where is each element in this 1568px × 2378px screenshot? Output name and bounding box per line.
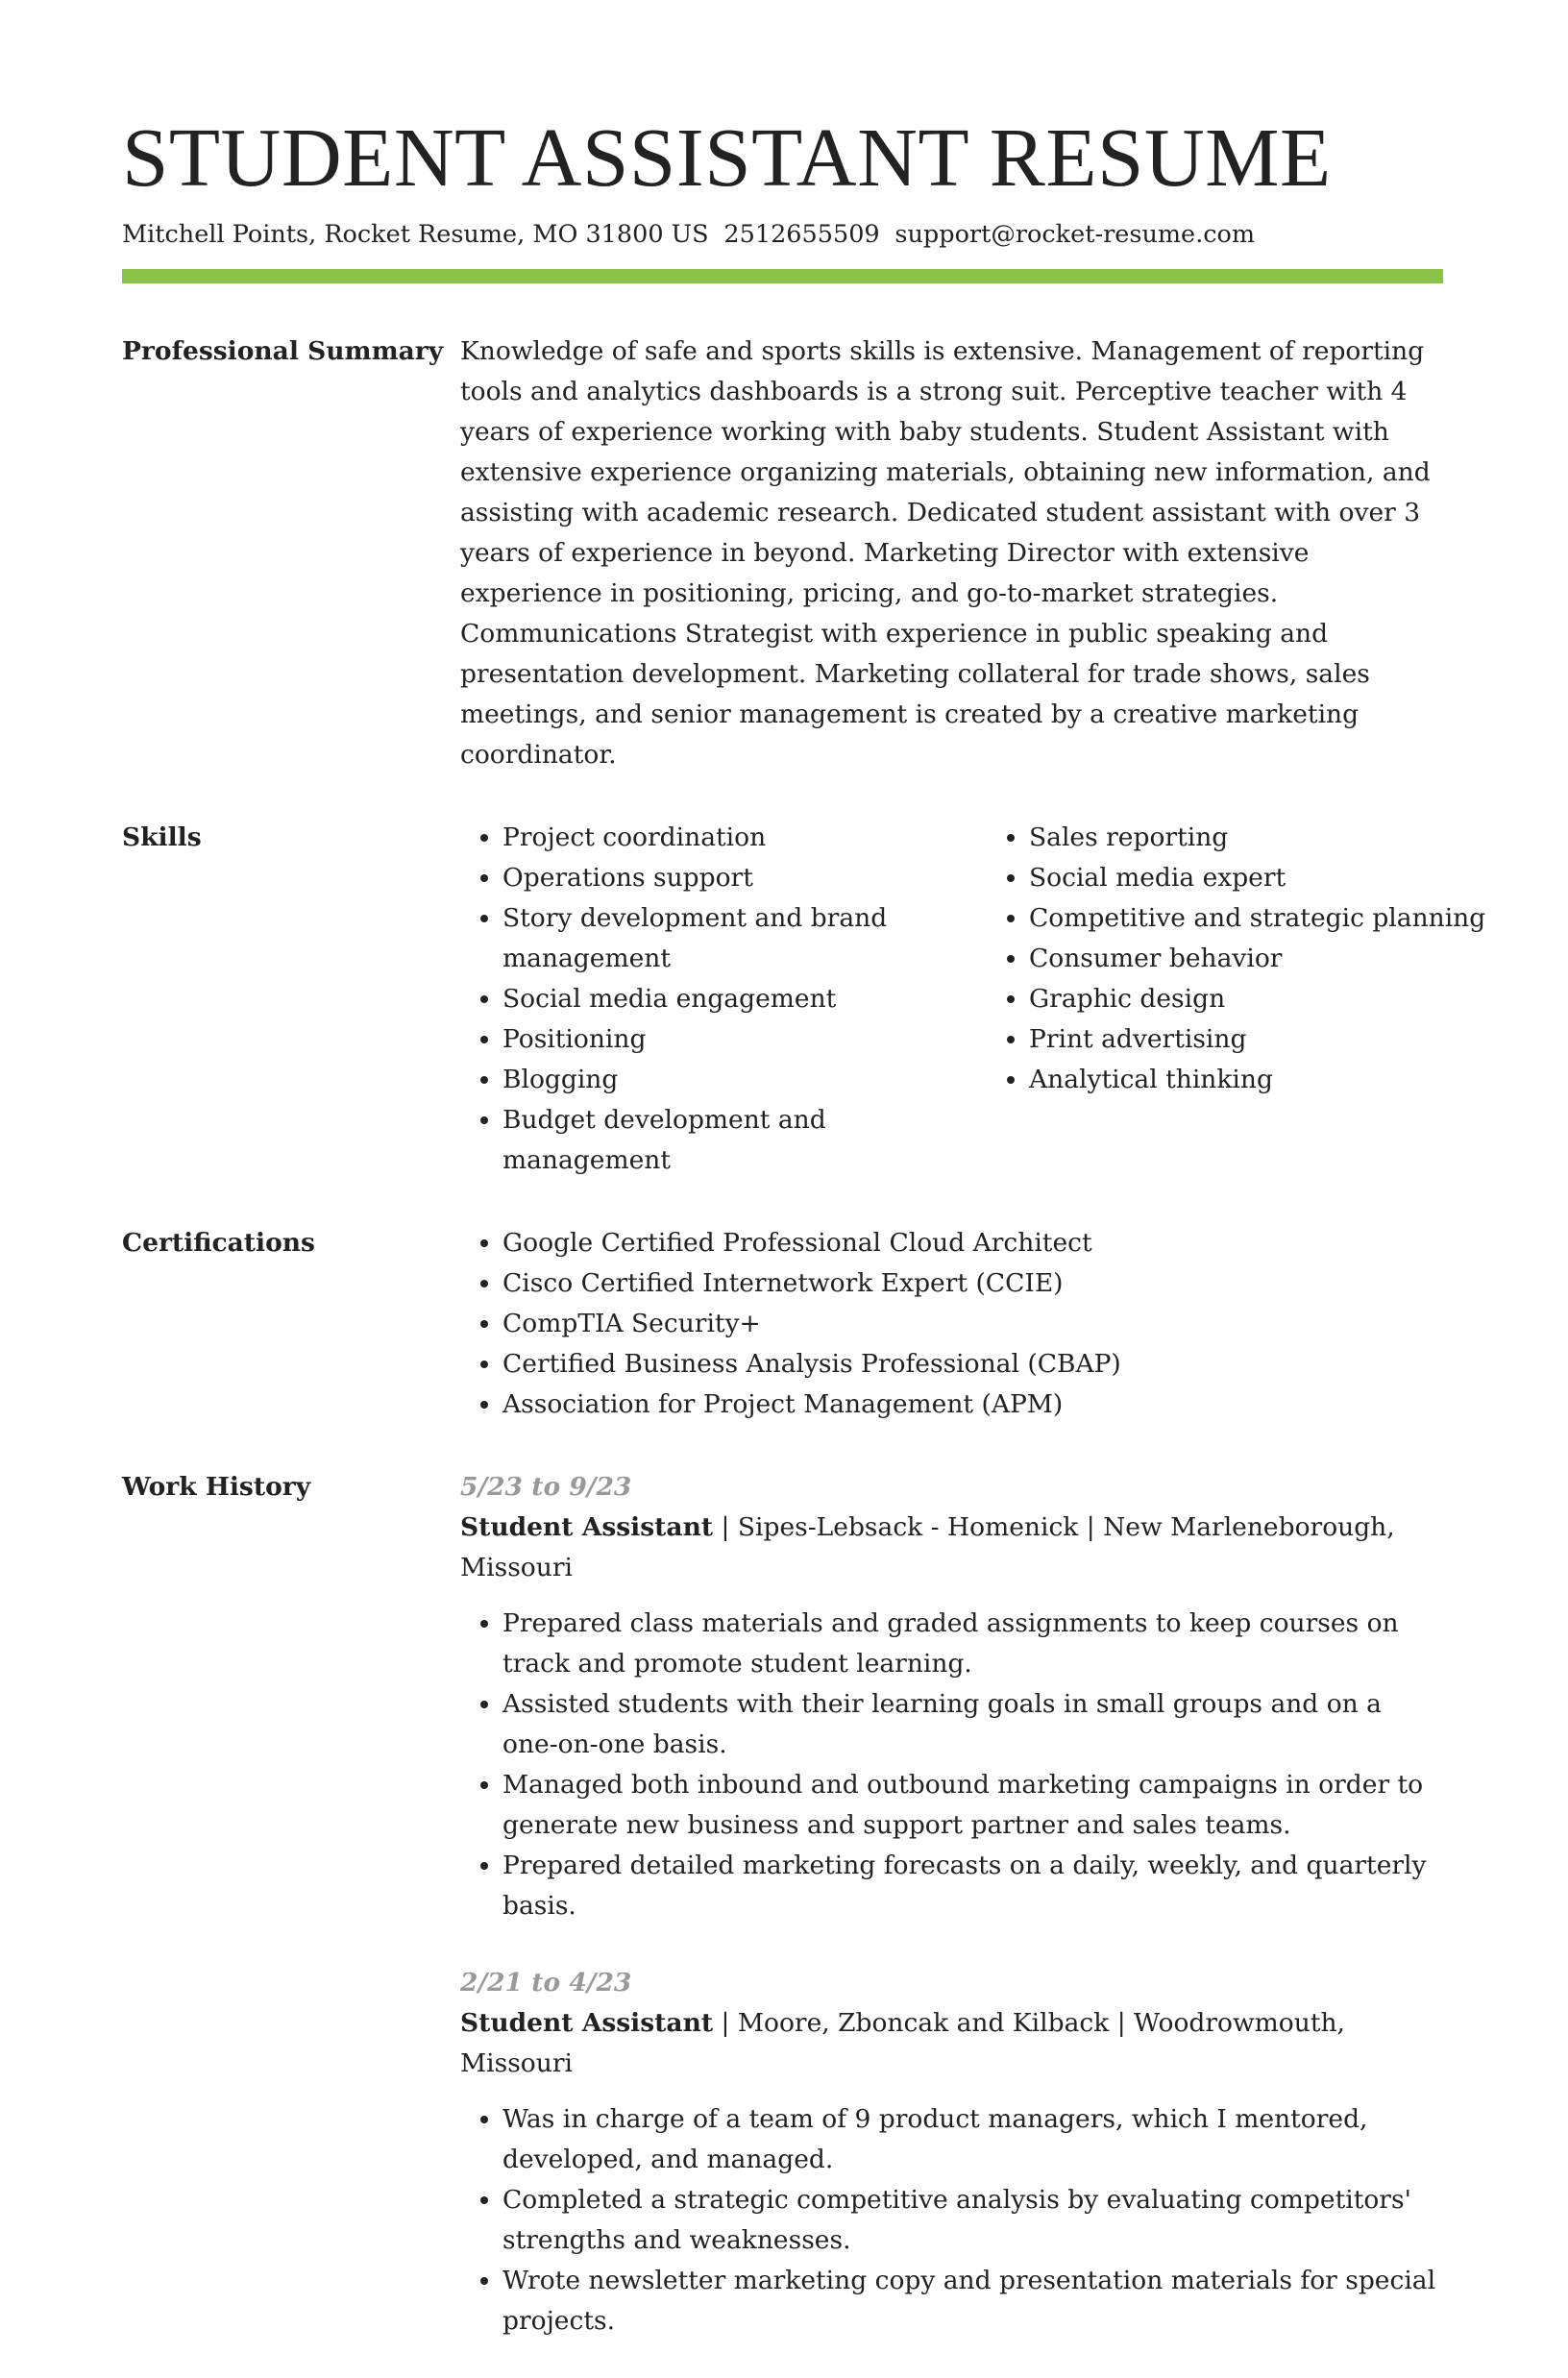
contact-phone: 2512655509 bbox=[723, 220, 880, 250]
resume-page bbox=[122, 110, 1486, 2378]
job-bullet: • Prepared detailed marketing forecasts on a daily, weekly, and quarterly basis. bbox=[502, 1846, 1443, 1926]
job-bullet: • Managed both inbound and outbound marketing campaigns in order to generate new business and support partner and sales teams. bbox=[502, 1765, 1443, 1846]
job-employer-location: | Sipes-Lebsack - Homenick | New Marleneborough, Missouri bbox=[460, 1511, 1395, 1582]
job-bullet: • Completed a strategic competitive analysis by evaluating competitors' strengths and weaknesses. bbox=[502, 2180, 1443, 2261]
job-dates: 2/21 to 4/23 bbox=[460, 1967, 632, 1998]
skill-item: • Print advertising bbox=[1029, 1019, 1509, 1060]
certification-item: • Google Certified Professional Cloud Architect bbox=[502, 1223, 1443, 1263]
work-history-section bbox=[122, 1467, 1443, 2378]
job-employer-location: | Moore, Zboncak and Kilback | Woodrowmouth, Missouri bbox=[460, 2007, 1345, 2078]
skill-item: • Positioning bbox=[502, 1019, 987, 1060]
skill-item: • Consumer behavior bbox=[1029, 939, 1509, 979]
skill-item: • Operations support bbox=[502, 858, 987, 898]
summary-section bbox=[122, 331, 1443, 775]
job-bullet: • Wrote newsletter marketing copy and presentation materials for special projects. bbox=[502, 2261, 1443, 2341]
certifications-heading: Certifications bbox=[122, 1227, 315, 1258]
work-history-body bbox=[460, 1467, 1443, 2378]
contact-line bbox=[122, 220, 1443, 250]
job-bullets bbox=[460, 2099, 1443, 2341]
skill-item: • Graphic design bbox=[1029, 979, 1509, 1019]
job-bullet: • Was in charge of a team of 9 product managers, which I mentored, developed, and managed. bbox=[502, 2099, 1443, 2180]
skill-item: • Analytical thinking bbox=[1029, 1060, 1509, 1100]
certification-item: • CompTIA Security+ bbox=[502, 1304, 1443, 1344]
summary-text: Knowledge of safe and sports skills is extensive. Management of reporting tools and analytics dashboards is a strong suit. Perceptive teacher with 4 years of experience working with baby students. Student Assistant with extensive experience organizing materials, obtaining new information, and assisting with academic research. Dedicated student assistant with over 3 years of experience in beyond. Marketing Director with extensive experience in positioning, pricing, and go-to-market strategies. Communications Strategist with experience in public speaking and presentation development. Marketing collateral for trade shows, sales meetings, and senior management is created by a creative marketing coordinator. bbox=[460, 335, 1431, 770]
resume-title: STUDENT ASSISTANT RESUME bbox=[122, 110, 1332, 204]
job-heading bbox=[460, 1508, 1443, 1588]
certification-item: • Association for Project Management (APM) bbox=[502, 1385, 1443, 1425]
contact-email: support@rocket-resume.com bbox=[894, 220, 1256, 250]
skill-item: • Sales reporting bbox=[1029, 818, 1509, 858]
skills-section bbox=[122, 818, 1486, 1181]
skills-heading: Skills bbox=[122, 821, 202, 852]
skill-item: • Competitive and strategic planning bbox=[1029, 898, 1509, 939]
contact-address: Mitchell Points, Rocket Resume, MO 31800 US bbox=[122, 220, 709, 250]
certification-item: • Cisco Certified Internetwork Expert (CCIE) bbox=[502, 1263, 1443, 1304]
summary-heading: Professional Summary bbox=[122, 335, 444, 366]
job-heading bbox=[460, 2003, 1443, 2084]
job-entry bbox=[460, 1963, 1443, 2341]
skill-item: • Budget development and management bbox=[502, 1100, 987, 1181]
skills-column-2 bbox=[987, 818, 1509, 1181]
certifications-section bbox=[122, 1223, 1443, 1425]
skill-item: • Blogging bbox=[502, 1060, 987, 1100]
certifications-body bbox=[460, 1223, 1443, 1425]
accent-divider bbox=[122, 269, 1443, 283]
skill-item: • Social media expert bbox=[1029, 858, 1509, 898]
skills-column-1 bbox=[460, 818, 987, 1181]
certifications-list bbox=[460, 1223, 1443, 1425]
job-bullet: • Assisted students with their learning goals in small groups and on a one-on-one basis. bbox=[502, 1684, 1443, 1765]
job-dates: 5/23 to 9/23 bbox=[460, 1471, 632, 1502]
job-title: Student Assistant bbox=[460, 1511, 714, 1542]
skill-item: • Social media engagement bbox=[502, 979, 987, 1019]
job-title: Student Assistant bbox=[460, 2007, 714, 2038]
skills-body bbox=[460, 818, 1509, 1181]
summary-body bbox=[460, 331, 1443, 775]
job-entry bbox=[460, 1467, 1443, 1926]
job-bullet: • Prepared class materials and graded assignments to keep courses on track and promote student learning. bbox=[502, 1604, 1443, 1684]
work-history-heading: Work History bbox=[122, 1471, 311, 1502]
job-bullets bbox=[460, 1604, 1443, 1926]
certification-item: • Certified Business Analysis Professional (CBAP) bbox=[502, 1344, 1443, 1385]
skill-item: • Project coordination bbox=[502, 818, 987, 858]
skill-item: • Story development and brand management bbox=[502, 898, 987, 979]
